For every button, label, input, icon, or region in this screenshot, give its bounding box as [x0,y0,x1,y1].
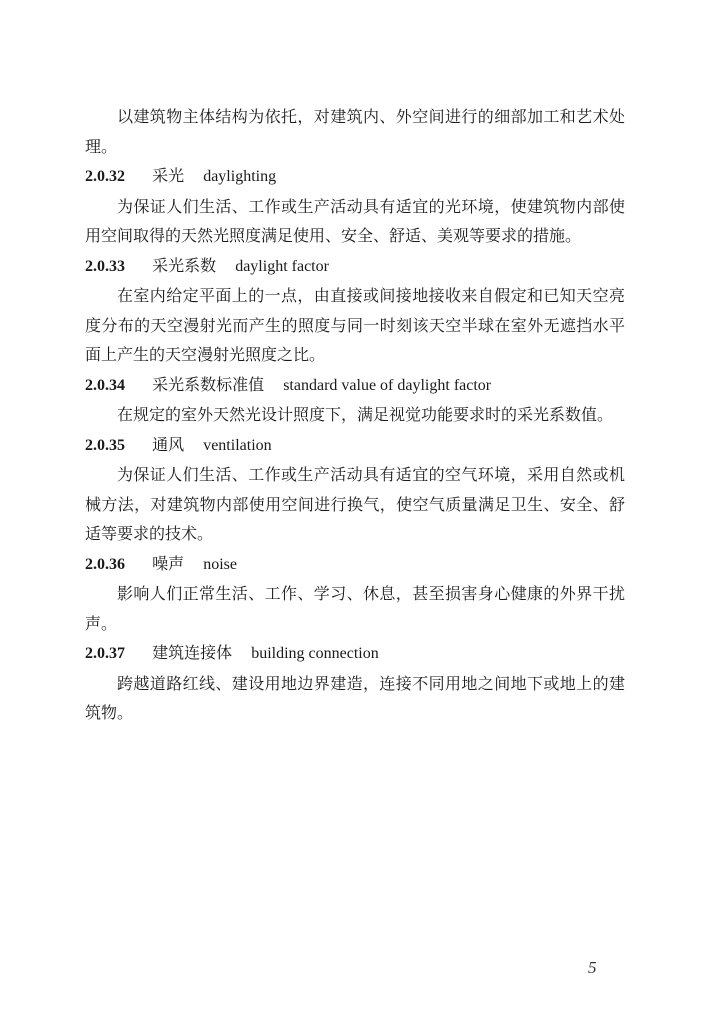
term-chinese: 采光系数标准值 [152,374,265,394]
term-heading [85,638,625,669]
term-english: daylighting [203,168,277,185]
term-heading [85,430,625,461]
term-definition: 在规定的室外天然光设计照度下，满足视觉功能要求时的采光系数值。 [117,405,614,424]
term-number: 2.0.36 [85,555,125,573]
term-heading [85,370,625,401]
term-english: noise [203,555,237,573]
page-number: 5 [588,958,597,977]
term-english: ventilation [203,436,272,454]
term-definition: 影响人们正常生活、工作、学习、休息，甚至损害身心健康的外界干扰声。 [85,584,625,633]
term-definition: 为保证人们生活、工作或生产活动具有适宜的光环境，使建筑物内部使用空间取得的天然光照度满足使用、安全、舒适、美观等要求的措施。 [85,196,625,245]
term-chinese: 噪声 [152,553,185,573]
term-definition: 跨越道路红线、建设用地边界建造，连接不同用地之间地下或地上的建筑物。 [85,673,625,722]
term-english: standard value of daylight factor [283,376,492,394]
term-heading [85,161,625,192]
term-definition: 在室内给定平面上的一点，由直接或间接地接收来自假定和已知天空亮度分布的天空漫射光而产生的照度与同一时刻该天空半球在室外无遮挡水平面上产生的天空漫射光照度之比。 [85,286,625,364]
term-heading [85,549,625,580]
term-chinese: 采光 [152,166,185,185]
term-number: 2.0.37 [85,645,125,662]
term-number: 2.0.34 [85,376,125,394]
term-chinese: 采光系数 [152,255,217,275]
term-heading [85,251,625,282]
term-english: building connection [251,645,379,662]
term-number: 2.0.33 [85,257,125,275]
intro-paragraph: 以建筑物主体结构为依托，对建筑内、外空间进行的细部加工和艺术处理。 [85,107,625,156]
term-chinese: 通风 [152,434,185,454]
term-number: 2.0.32 [85,168,125,185]
term-chinese: 建筑连接体 [152,643,233,662]
term-number: 2.0.35 [85,436,125,454]
term-english: daylight factor [235,257,329,275]
term-definition: 为保证人们生活、工作或生产活动具有适宜的空气环境，采用自然或机械方法，对建筑物内部使用空间进行换气，使空气质量满足卫生、安全、舒适等要求的技术。 [85,465,625,543]
page-content [85,102,625,728]
